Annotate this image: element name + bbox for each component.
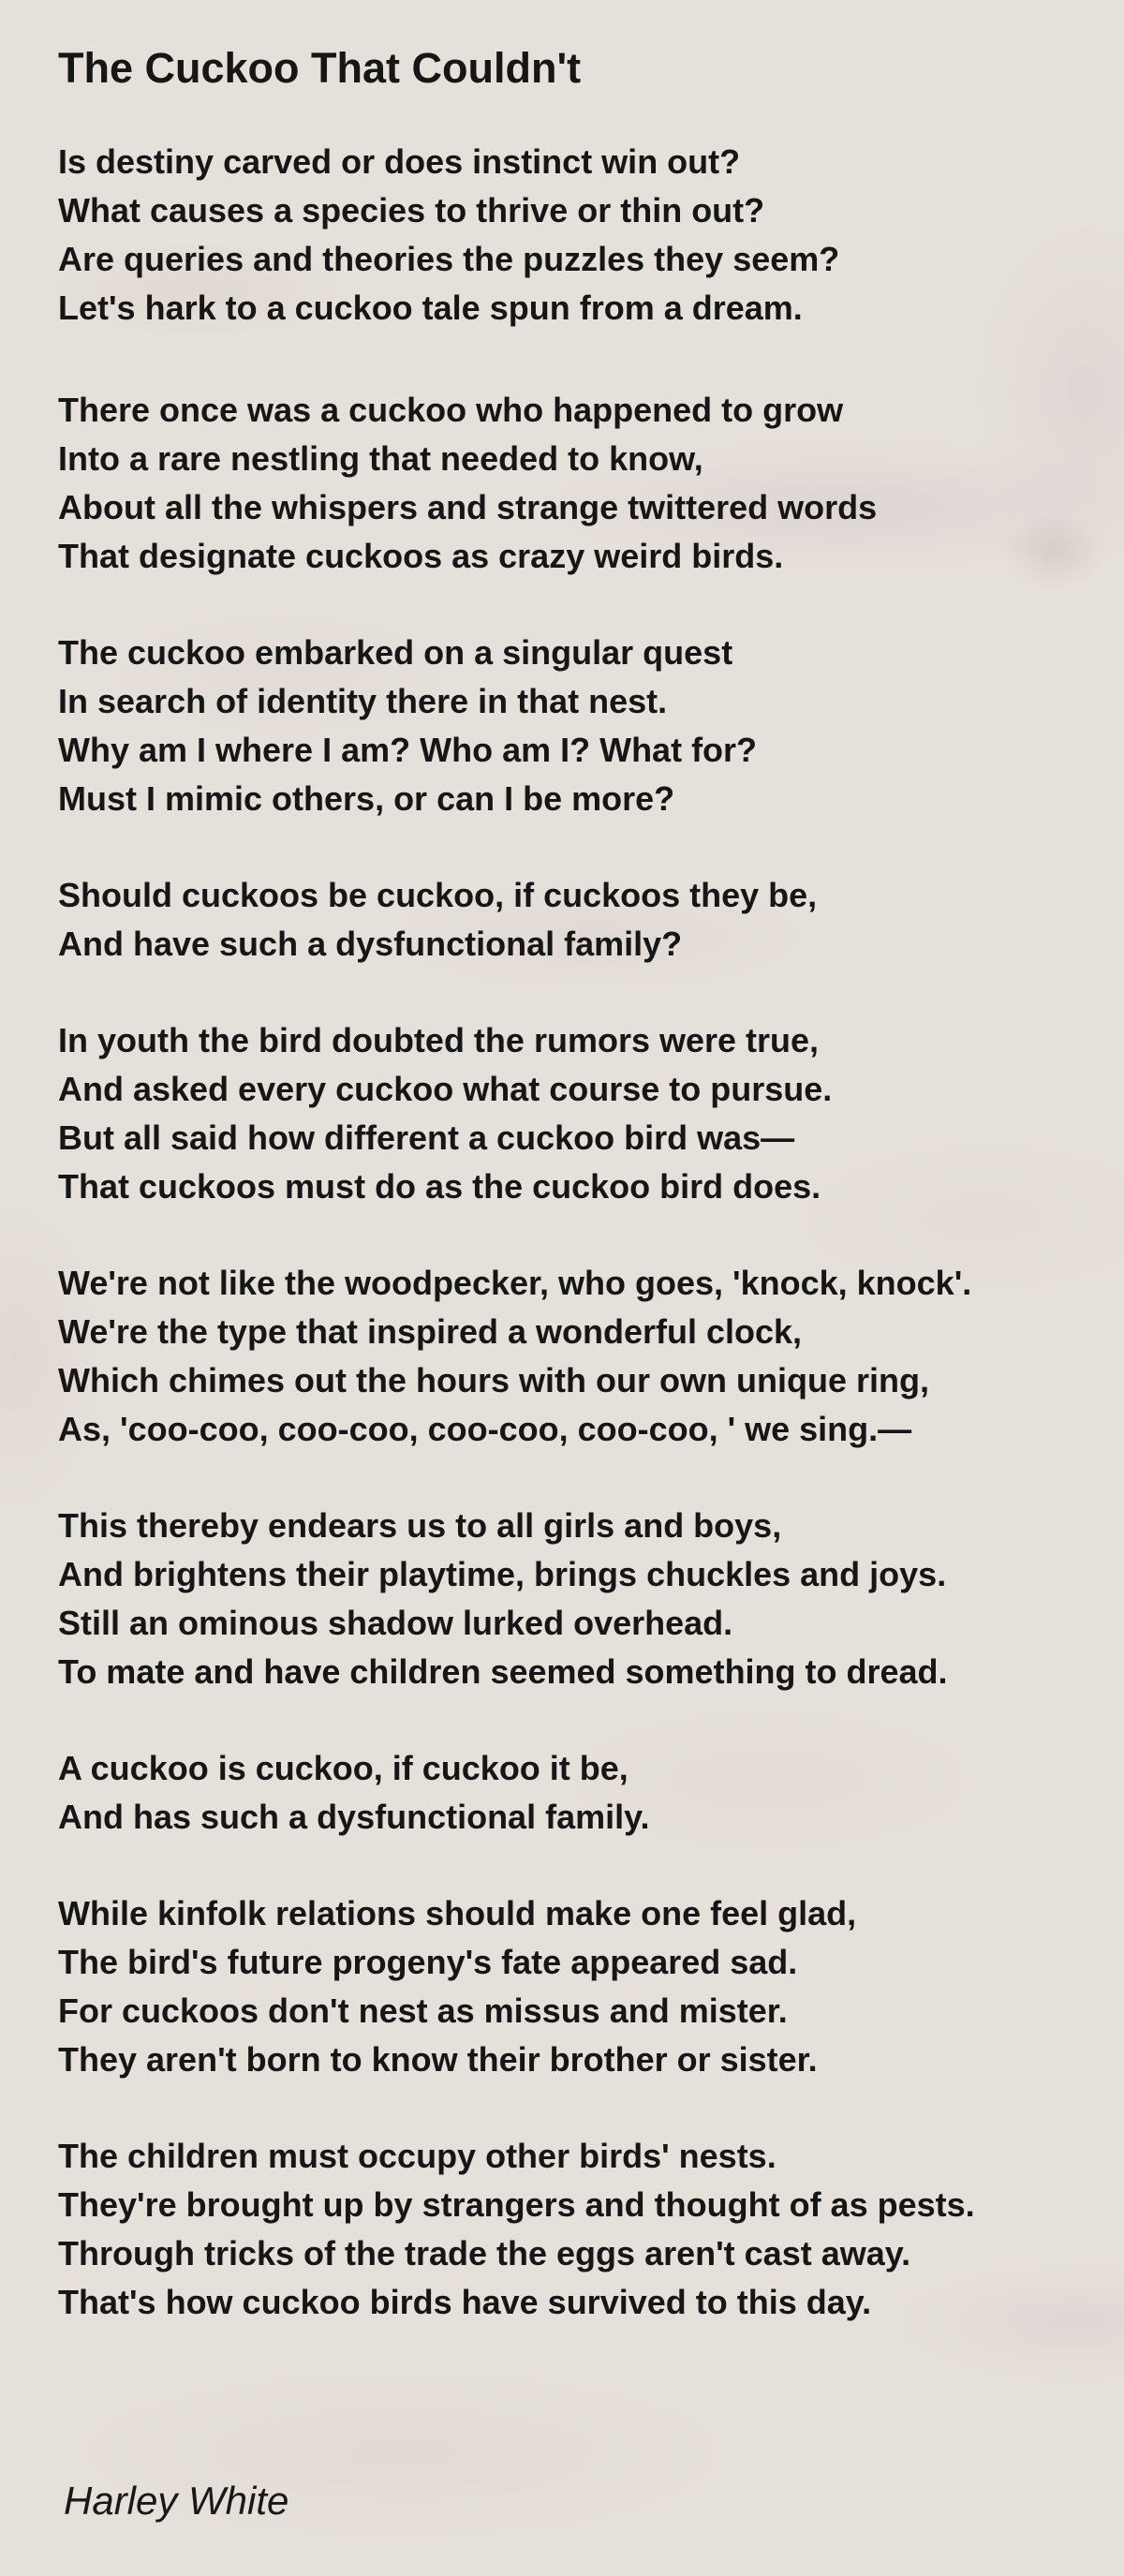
stanza bbox=[58, 1889, 1070, 2084]
poem-line: There once was a cuckoo who happened to grow bbox=[58, 391, 844, 429]
poem-line: That cuckoos must do as the cuckoo bird does. bbox=[58, 1167, 821, 1206]
poem-line: That designate cuckoos as crazy weird birds. bbox=[58, 537, 784, 575]
stanza bbox=[58, 1502, 1070, 1696]
poem-line: Let's hark to a cuckoo tale spun from a dream. bbox=[58, 289, 803, 327]
poem-line: We're not like the woodpecker, who goes, 'knock, knock'. bbox=[58, 1264, 972, 1302]
poem-line: We're the type that inspired a wonderful clock, bbox=[58, 1312, 803, 1351]
poem-line: What causes a species to thrive or thin out? bbox=[58, 191, 765, 229]
stanza bbox=[58, 2132, 1070, 2327]
poem-line: They're brought up by strangers and thought of as pests. bbox=[58, 2185, 975, 2224]
poem-line: A cuckoo is cuckoo, if cuckoo it be, bbox=[58, 1749, 629, 1787]
poem-line: Into a rare nestling that needed to know, bbox=[58, 439, 703, 478]
poem-line: Why am I where I am? Who am I? What for? bbox=[58, 731, 758, 769]
poem-line: The children must occupy other birds' nests. bbox=[58, 2137, 776, 2175]
poem-line: Which chimes out the hours with our own unique ring, bbox=[58, 1361, 929, 1399]
poem-line: Is destiny carved or does instinct win out? bbox=[58, 142, 741, 181]
poem-line: In search of identity there in that nest. bbox=[58, 682, 668, 720]
poem-line: Must I mimic others, or can I be more? bbox=[58, 779, 675, 818]
poem-line: They aren't born to know their brother or sister. bbox=[58, 2040, 818, 2079]
poem-line: Are queries and theories the puzzles they seem? bbox=[58, 240, 840, 278]
poem-line: To mate and have children seemed something to dread. bbox=[58, 1652, 948, 1691]
stanza bbox=[58, 1744, 1070, 1842]
poem-author: Harley White bbox=[64, 2479, 289, 2523]
poem-line: That's how cuckoo birds have survived to this day. bbox=[58, 2283, 872, 2321]
stanza bbox=[58, 386, 1070, 581]
stanza bbox=[58, 1259, 1070, 1454]
poem-line: While kinfolk relations should make one feel glad, bbox=[58, 1894, 857, 1932]
poem-line: Still an ominous shadow lurked overhead. bbox=[58, 1604, 733, 1642]
poem-line: Should cuckoos be cuckoo, if cuckoos they be, bbox=[58, 876, 818, 914]
poem-line: And asked every cuckoo what course to pursue. bbox=[58, 1070, 833, 1108]
poem-line: About all the whispers and strange twittered words bbox=[58, 488, 878, 526]
poem-line: The cuckoo embarked on a singular quest bbox=[58, 633, 733, 672]
poem-line: Through tricks of the trade the eggs aren't cast away. bbox=[58, 2234, 911, 2273]
poem-line: This thereby endears us to all girls and boys, bbox=[58, 1506, 782, 1545]
stanza bbox=[58, 1016, 1070, 1211]
poem-line: And has such a dysfunctional family. bbox=[58, 1798, 650, 1836]
poem-line: The bird's future progeny's fate appeared sad. bbox=[58, 1943, 798, 1981]
poem-body bbox=[58, 138, 1070, 2375]
poem-line: In youth the bird doubted the rumors were true, bbox=[58, 1021, 820, 1059]
stanza bbox=[58, 629, 1070, 823]
stanza bbox=[58, 871, 1070, 969]
poem-line: For cuckoos don't nest as missus and mister. bbox=[58, 1991, 788, 2030]
poem-line: And brightens their playtime, brings chuckles and joys. bbox=[58, 1555, 947, 1593]
poem-line: As, 'coo-coo, coo-coo, coo-coo, coo-coo, ' we sing.— bbox=[58, 1410, 912, 1448]
poem-title: The Cuckoo That Couldn't bbox=[58, 44, 582, 92]
poem-line: And have such a dysfunctional family? bbox=[58, 925, 683, 963]
poem-line: But all said how different a cuckoo bird was— bbox=[58, 1118, 795, 1157]
stanza bbox=[58, 138, 1070, 333]
